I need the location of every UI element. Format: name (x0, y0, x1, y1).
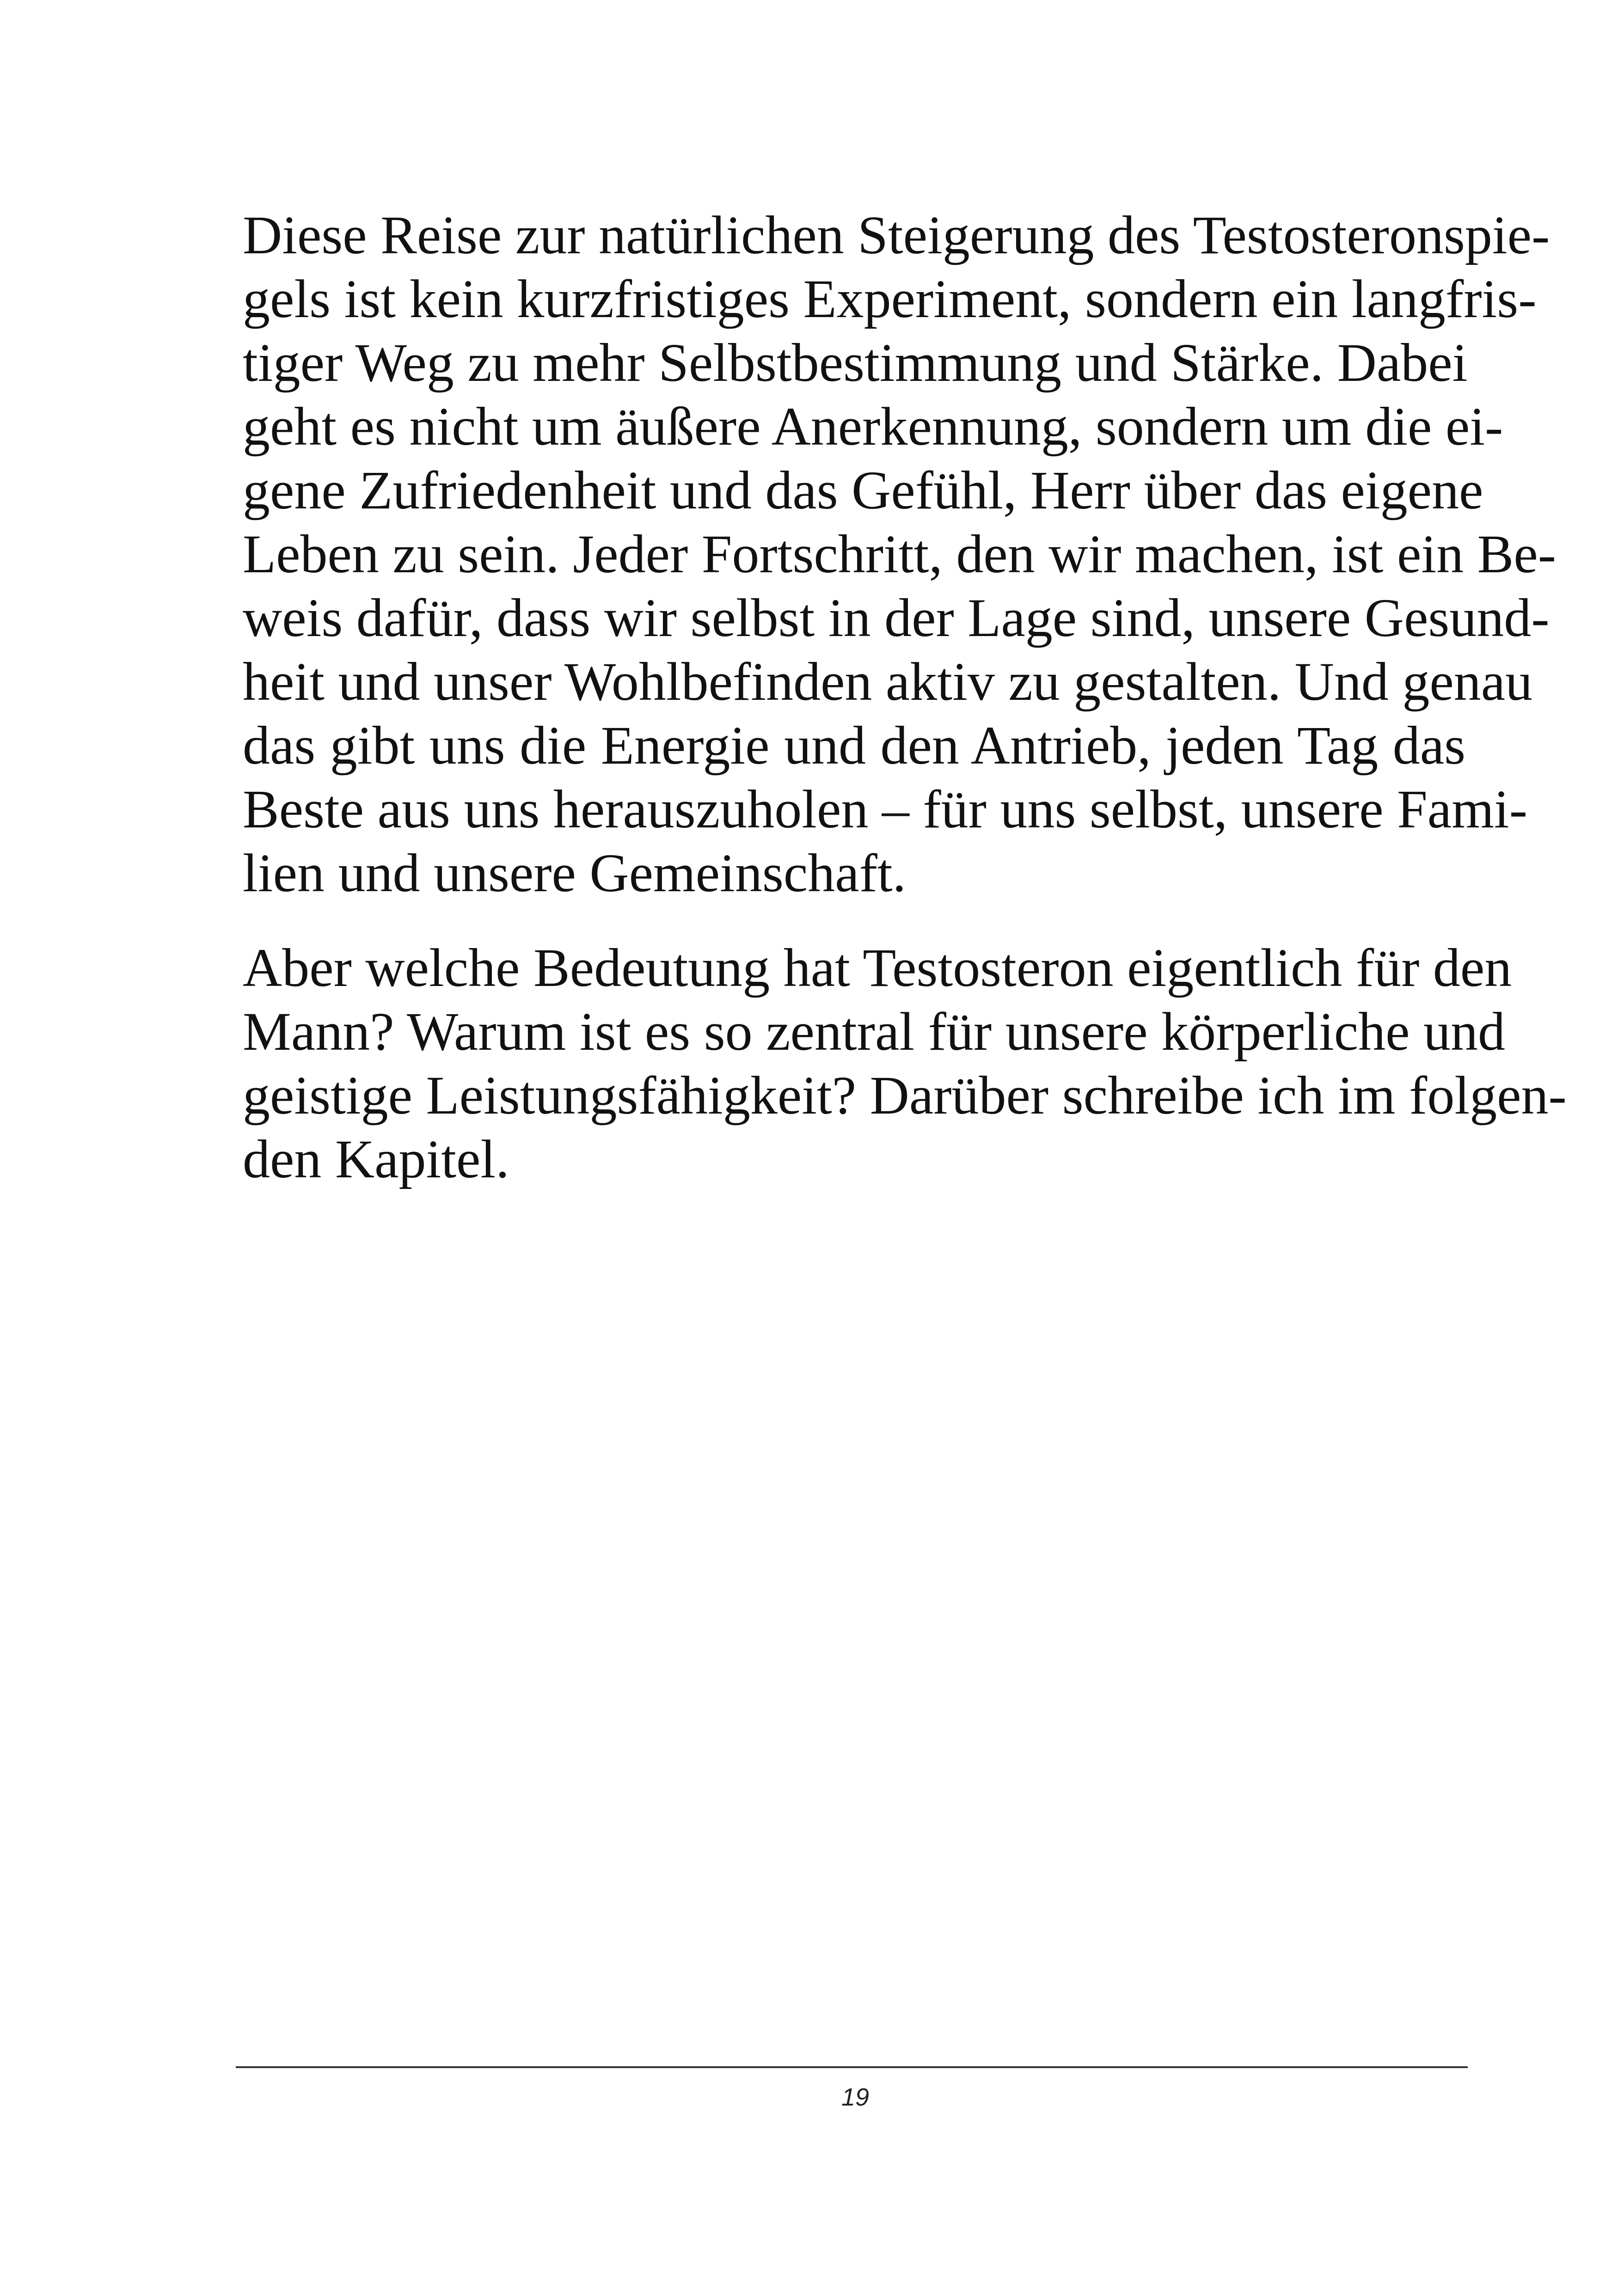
paragraph-line: den Kapitel. (243, 1129, 509, 1189)
paragraph-line: heit und unser Wohlbefinden aktiv zu gestalten. Und genau (243, 651, 1533, 712)
footer-divider (236, 2066, 1468, 2068)
paragraph-line: Aber welche Bedeutung hat Testosteron eigentlich für den (243, 937, 1512, 998)
paragraph-line: geistige Leistungsfähigkeit? Darüber schreibe ich im folgen- (243, 1065, 1567, 1126)
paragraph-line: gene Zufriedenheit und das Gefühl, Herr über das eigene (243, 460, 1483, 520)
paragraph-line: Beste aus uns herauszuholen – für uns selbst, unsere Fami- (243, 779, 1527, 839)
paragraph-1 (243, 203, 1556, 905)
paragraph-line: Leben zu sein. Jeder Fortschritt, den wir machen, ist ein Be- (243, 524, 1556, 584)
paragraph-line: das gibt uns die Energie und den Antrieb, jeden Tag das (243, 715, 1465, 776)
paragraph-line: lien und unsere Gemeinschaft. (243, 843, 907, 903)
paragraph-line: Diese Reise zur natürlichen Steigerung des Testosteronspie- (243, 205, 1550, 265)
page-number: 19 (841, 2083, 870, 2111)
paragraph-line: geht es nicht um äußere Anerkennung, sondern um die ei- (243, 396, 1503, 457)
paragraph-line: gels ist kein kurzfristiges Experiment, sondern ein langfris- (243, 269, 1537, 329)
paragraph-line: tiger Weg zu mehr Selbstbestimmung und Stärke. Dabei (243, 332, 1468, 393)
paragraph-2 (243, 936, 1567, 1191)
paragraph-line: weis dafür, dass wir selbst in der Lage sind, unsere Gesund- (243, 588, 1550, 648)
paragraph-line: Mann? Warum ist es so zentral für unsere körperliche und (243, 1001, 1505, 1062)
